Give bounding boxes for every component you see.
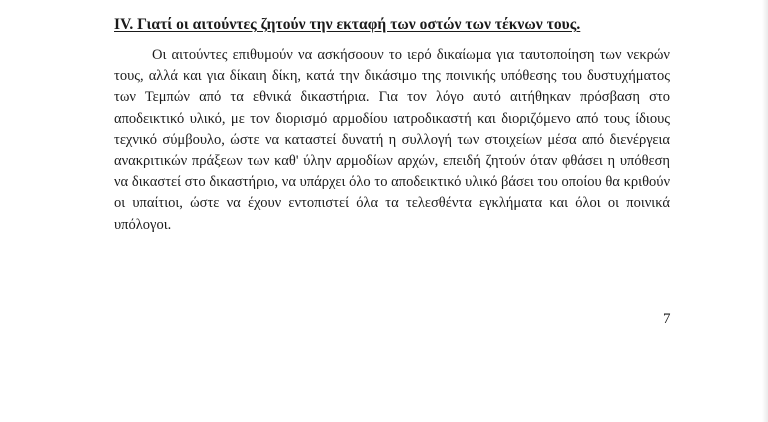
page-number: 7 bbox=[663, 311, 671, 327]
paragraph-line: Οι αιτούντες επιθυμούν να ασκήσοουν το ιερό δικαίωμα για ταυτοποίηση των νεκρών bbox=[152, 47, 670, 63]
paragraph-line: αποδεικτικό υλικό, με τον διορισμό αρμοδίου ιατροδικαστή και διοριζόμενο από τους ίδιους bbox=[114, 110, 670, 127]
page-edge bbox=[762, 0, 768, 422]
paragraph-line: ανακριτικών πράξεων των καθ' ύλην αρμοδίων αρχών, επειδή ζητούν όταν φθάσει η υπόθεση bbox=[114, 152, 670, 169]
body-paragraph bbox=[114, 45, 670, 236]
paragraph-line: να δικαστεί στο δικαστήριο, να υπάρχει όλο το αποδεικτικό υλικό βάσει του οποίου θα κριθούν bbox=[114, 174, 670, 191]
paragraph-line: τους, αλλά και για δίκαιη δίκη, κατά την δικάσιμο της ποινικής υπόθεσης του δυστυχήματος bbox=[114, 68, 670, 85]
section-heading: IV. Γιατί οι αιτούντες ζητούν την εκταφή των οστών των τέκνων τους. bbox=[114, 16, 581, 33]
paragraph-line: οι υπαίτιοι, ώστε να έχουν εντοπιστεί όλα τα τελεσθέντα εγκλήματα και όλοι οι ποινικά bbox=[114, 195, 670, 212]
paragraph-line: υπόλογοι. bbox=[114, 216, 172, 233]
paragraph-line: τεχνικό σύμβουλο, ώστε να καταστεί δυνατή η συλλογή των στοιχείων μέσα από διενέργεια bbox=[114, 131, 670, 148]
paragraph-line: των Τεμπών από τα εθνικά δικαστήρια. Για τον λόγο αυτό αιτήθηκαν πρόσβαση στο bbox=[114, 89, 670, 106]
